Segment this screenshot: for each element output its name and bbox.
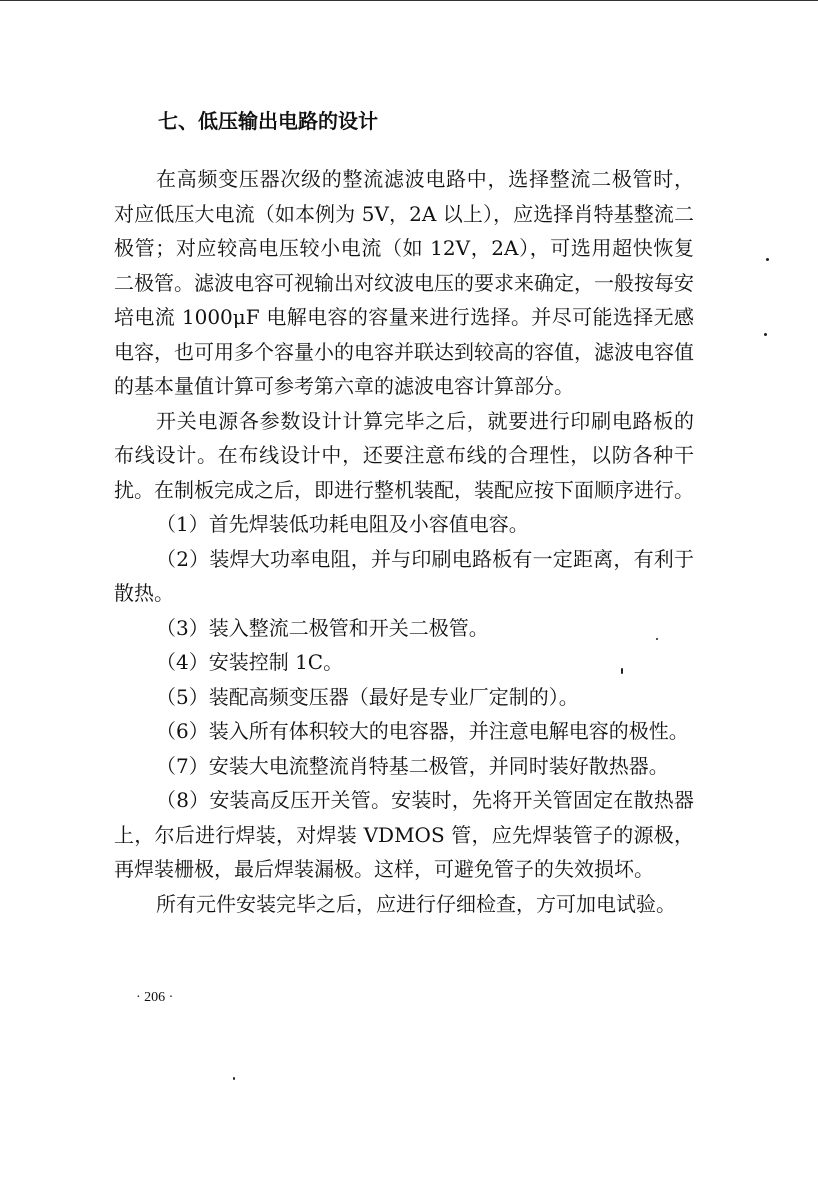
section-title: 七、低压输出电路的设计	[158, 109, 378, 133]
assembly-step-5: （5）装配高频变压器（最好是专业厂定制的）。	[156, 684, 579, 709]
scan-speck	[656, 638, 658, 640]
scan-speck	[764, 333, 767, 336]
assembly-step-7: （7）安装大电流整流肖特基二极管，并同时装好散热器。	[156, 753, 669, 778]
assembly-step-6: （6）装入所有体积较大的电容器，并注意电解电容的极性。	[156, 719, 689, 743]
page-body	[114, 104, 694, 921]
top-border-line	[0, 0, 818, 1]
page-number: · 206 ·	[136, 990, 174, 1005]
scan-speck	[621, 668, 623, 674]
assembly-step-2: （2）装焊大功率电阻，并与印刷电路板有一定距离，有利于散热。	[114, 546, 694, 605]
paragraph-final-check: 所有元件安装完毕之后，应进行仔细检查，方可加电试验。	[156, 891, 676, 916]
assembly-step-3: （3）装入整流二极管和开关二极管。	[156, 615, 489, 640]
scan-speck	[766, 258, 769, 261]
assembly-step-4: （4）安装控制 1C。	[156, 650, 344, 674]
paragraph-rectifier-filter: 在高频变压器次级的整流滤波电路中，选择整流二极管时，对应低压大电流（如本例为 5V，2A 以上），应选择肖特基整流二极管；对应较高电压较小电流（如 12V，2A），可选用超快恢复二极管。滤波电容可视输出对纹波电压的要求来确定，一般按每安培电流 1000μF 电解电容的容量来进行选择。并尽可能选择无感电容，也可用多个容量小的电容并联达到较高的容值，滤波电容值的基本量值计算可参考第六章的滤波电容计算部分。	[114, 167, 694, 398]
paragraph-pcb-layout: 开关电源各参数设计计算完毕之后，就要进行印刷电路板的布线设计。在布线设计中，还要注意布线的合理性，以防各种干扰。在制板完成之后，即进行整机装配，装配应按下面顺序进行。	[114, 408, 694, 502]
assembly-step-1: （1）首先焊装低功耗电阻及小容值电容。	[156, 512, 529, 536]
scan-speck	[233, 1077, 235, 1080]
assembly-step-8: （8）安装高反压开关管。安装时，先将开关管固定在散热器上，尔后进行焊装，对焊装 VDMOS 管，应先焊装管子的源极，再焊装栅极，最后焊装漏极。这样，可避免管子的失效损坏。	[114, 788, 694, 881]
